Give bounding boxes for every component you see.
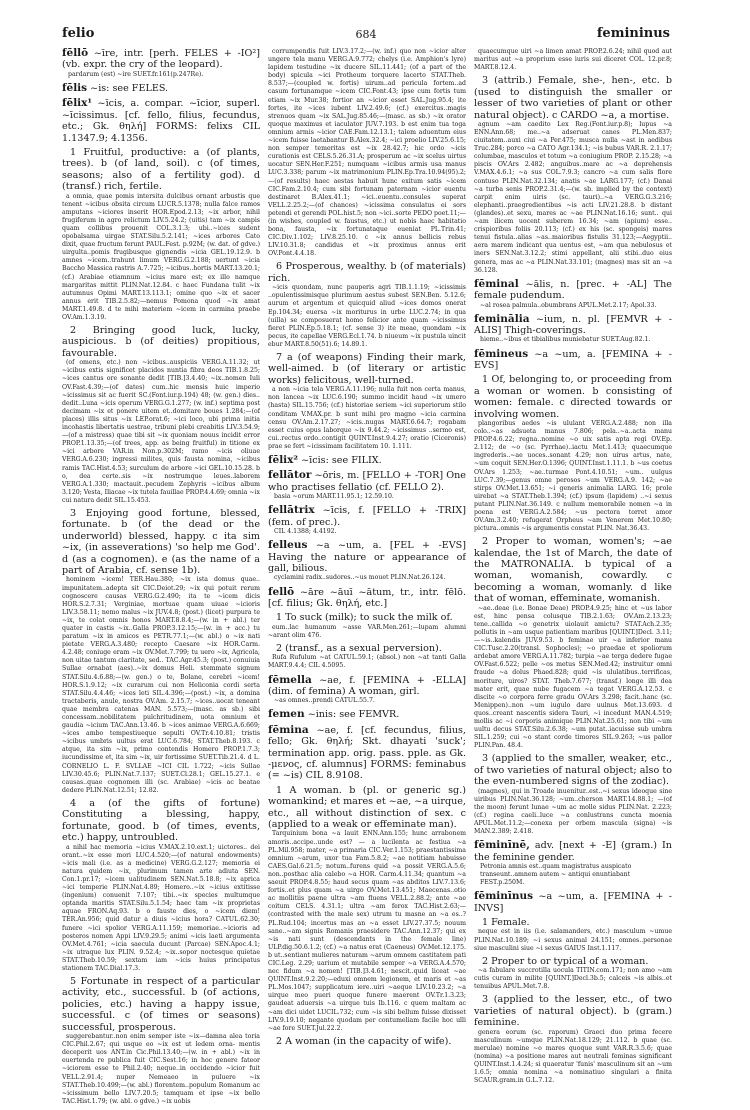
headword: fēmineus [474, 347, 529, 360]
citation-continuation: corrumpendis fuit LIV.3.17.2;—(w. inf.) quo non ~icior alter ungere tela manu VERG.A.9.772; chelys (i.e. Amphion's lyre) lapidem testudine ~ix ducere SIL.11.441; (of a part of the body) spicula ~ici Protheum torquere lacerto STAT.Theb. 8.537;—(coupled w. fortis) uirum..ad pericula fortem..ad casum fortunamque ~icem CIC.Font.43; ipse cum fortis tum etiam ~ix Mur.38; fortior an ~icior esset SAL.Jug.95.4; ite fortes, ite ~ices iubent LIV.2.49.6; (cf.) exercitus..magis strenuos quam ~ix SAL.Jug.85.46;—(masc. as sb.) ~ix orator quoque maximus et iaculator JUV.7.193. b est enim tua toga omnium armis ~icior CAE.Fam.12.13.1; talem aduentum eius ~icem fuisse laetabantur B.Alex.32.4; ~ici proelio LIV.25.6.15; non semper temeritas est ~ix 28.42.7; hic ordo ~icis curationis est CELS.5.26.31.A; prosperum ac ~ix scelus uirtus uocatur SEN.Her.F.251; numquam ~icibus armis usa manus LUC.3.338; parum ~ix matrimonium PLIN.Ep.Tra.10.94(95).2;—(of results) haec aestas habuit hunc exitum satis ~icem CIC.Fam.2.10.4; cum sibi fortunam paternam ~icior euentu destinaret B.Alex.41.1; ~ici..euentu..consules superat VELL.2.25.2;—(of chances) ~icissima consulatus ei sors petendi et gerendi POL.hist.5; non ~ici..sorte PEDO poet.11;—(in wishes, coupled w. faustus, etc.) ut nobis haec habitatio bona, fausta, ~ix fortunataque eueniat PL.Trin.41; CIC.Div.1.102; LIV.8.25.10. c ~ix annus bellicis rebus LIV.10.31.8; candidus et ~ix proximus annus erit OV.Pont.4.4.18. [268, 48, 466, 258]
sense-citations: (of omens, etc.) non ~icibus..auspiciis VERG.A.11.32; ut ~icibus extis significet placidos nuntia fibra deos TIB.1.8.25; ~ices cantus ore sonante dedit [TIB.]3.4.40; ~ix..nomen Iuli OV.Fast.4.39;—(of dates) cum..hic mensis huic imperio ~icissimus sit ac fuerit SC.(Font.iur.p.194) 48; (w. gen.) dies.. dedit..Luna ~icis operum VERG.G.1.277; (w. inf.) septima post decimam ~ix et ponere uitem et..domitare boues 1.284;—(of places) illis situs ~ix LEP.orat.6; ~ici loco, ubi prima initia incohastis libertatis uestrae, tribuni plebi creabitis LIV.3.54.9;—(of a mistress) quae tibi sit ~ix quoniam nouus incidit error PROP.1.13.35;—(of trees, app. as being fruitful) in titione ex ~ici arbore VAR.in Non.p.302M; ramo ~icis oliuae VERG.A.6.230; ingressi milites, quis fausta nomina, ~icibus ramis TAC.Hist.4.53; surculum de arbore ~ici GEL.10.15.28. b o, dea certe..sis ~ix nostrumque leues..laborem VERG.A.1.330; mactauit..pecudem Zephyris ~icibus album 3.120; Vesta, Iliacae ~ix tutela fauillae PROP.4.4.69; omnia ~ix cui natura dedit SIL.15.453. [62, 359, 260, 504]
dictionary-entry [268, 540, 466, 582]
dictionary-entry [268, 587, 466, 671]
entry-head [268, 709, 466, 720]
dictionary-entry [62, 48, 260, 79]
citation: pardarum (est) ~ire SUET.fr.161(p.247Re). [68, 70, 204, 78]
headword: fēmina [268, 723, 309, 736]
citation: CIL 4.1388; 4.4192. [274, 528, 337, 536]
sense-citations: (magnes), qui in Troade inuenitur..est..~i sexus ideoque sine uiribus PLIN.Nat.36.128; ~um..cherson MART.14.88.1; —(of the moon) ferunt lunae ~um ac molle sidus PLIN.Nat. 2.223; (cf.) regina caeli..luce ~a conlustrans cuncta moenia APUL.Met.11.2;—conexa per orbem mascula (signa) ~is MAN.2.389; 2.418. [474, 787, 672, 836]
headword: fellātrix [268, 504, 315, 517]
sense-definition: 3 (applied to the smaller, weaker, etc., of two varieties of natural object; also to the even-numbered signs of the zodiac). [474, 753, 672, 788]
sense-definition: 1 Of, belonging to, or proceeding from a woman or women. b consisting of women: female. c directed towards or involving women. [474, 374, 672, 420]
dictionary-entry [268, 48, 466, 451]
sense-citations: ~a fabulare succrotilla uocula TITIN.com.171; non amo ~am cutis curam in milite [QUINT.]Decl.3b.5; calceis ~is albis..et tenuibus APUL.Met.7.8. [474, 967, 672, 991]
dictionary-entry [268, 455, 466, 466]
entry-head [62, 83, 260, 94]
citation: hieme..~ibus et tibialibus muniebatur SUET.Aug.82.1. [480, 336, 651, 344]
entry-head [62, 98, 260, 144]
dictionary-columns [62, 48, 672, 1110]
entry-head [268, 587, 466, 610]
sense-definition: 4 a (of the gifts of fortune) Constituting a blessing, happy, fortunate, good. b (of times, events, etc.) happy, untroubled. [62, 797, 260, 844]
entry-grammar: adv. [next + -E] (gram.) In the feminine gender. [474, 840, 672, 863]
entry-grammar: ~ālis, n. [prec. + -AL] The female pudendum. [474, 278, 672, 302]
entry-grammar: ~īcis, a. compar. ~īcior, superl. ~īcissimus. [cf. fello, filius, fecundus, etc.; Gk. θηλή] FORMS: felixs CIL 1.1347.9; 4.1356. [62, 98, 260, 144]
headword: feminālia [474, 312, 530, 325]
entry-grammar: ~īcis, f. [FELLO + -TRIX] (fem. of prec.). [268, 505, 466, 528]
sense-citations: suggerebantur..non enim semper iste ~ix—damna alea toria CIC.Phil.2.67; qui usque eo ~ix est ut ledem orna- mentis deceperit uos ANT.in Cic.Phil.13.40;—(w. in + abl.) ~ix in euertenda re publica fuit CIC.Sest.16; in hoc genere fateor ~iciorem esse te Phil.2.40; neque..in occidendo ~icior fuit VELL.2.91.4; nuper Nemeaeo in puluere ~ix STAT.Theb.10.499;—(w. abl.) florentem..populum Romanum ac ~icissimum bello LIV.7.20.5; tamquam et ipse ~ix bello TAC.Hist.1.79; (w. abl. o gdve.) ~ix uobis [62, 1033, 260, 1105]
headword: fēmella [268, 673, 312, 686]
dictionary-entry [474, 840, 672, 887]
dictionary-entry [268, 470, 466, 501]
sense-definition: 6 Prosperous, wealthy. b (of materials) rich. [268, 261, 466, 284]
entry-grammar: ~ae, f. [FEMINA + -ELLA] (dim. of femina) A woman, girl. [268, 674, 466, 697]
dictionary-entry [268, 505, 466, 536]
headword: fēlix² [268, 453, 299, 466]
dictionary-entry [474, 314, 672, 345]
column-right [474, 48, 672, 1110]
sense-definition: 3 Enjoying good fortune, blessed, fortunate. b (of the dead or the underworld) blessed, happy. c ita sim ~ix, (in asseverations) 'so help me God'. d (as a cognomen). e (as the name of a part of Arabia, cf. sense 1b). [62, 507, 260, 576]
entry-grammar: ~is: see FELES. [90, 82, 169, 94]
entry-head [268, 725, 466, 782]
entry-head [62, 48, 260, 71]
entry-grammar: ~a ~um, a. [FEMINA + -INVS] [474, 891, 672, 914]
entry-head [268, 455, 466, 466]
sense-definition: 3 (attrib.) Female, she-, hen-, etc. b (used to distinguish the smaller or lesser of two varieties of plant or other natural object). c CARDO ~a, a mortise. [474, 75, 672, 121]
sense-citations: ~icis quondam, nunc pauperis agri TIB.1.1.19; ~icissimis ..opulentissimisque plurimum aestus subest SEN.Ben. 5.12.6; aurum et argentum et quicquid aliud ~ices domos onerat Ep.104.34; euersa ~ix moriturus in urbe LUC.2.74; in qua (uilla) se composuerat homo felicior ante quam ~icissimus fieret PLIN.Ep.5.18.1; (cf. sense 3) ite meae, quondam ~ix pecus, ite capellae VERG.Ecl.1.74. b niueum ~ix pustula uincit ebur MART.8.50(51).6; 14.89.1. [268, 284, 466, 348]
sense-citations: a omnia, quae pomis intersita dulcibus ornant arbustis que tenent ~icibus obsita circum LUCR.5.1378; nulla falce ramos amputans ~iciores inserit HOR.Epod.2.13; ~ix arbor, nihil frugiferum in agro relictum LIV.5.24.2; (uitis) tam ~ix campis quam collibus prouenit COL.3.1.3; ubi..~ices sudent opobalsama uirgae STAT.Silu.5.2.141; ~ices arbores Cato dixit, quae fructum ferunt PAUL.Fest. p.92M; (w. dat. of gdve.) uirgulta..pomis frugibusque gignendis ~icia GEL.19.12.9. b amnes ~icem..trahunt limum VERG.G.2.188; uertunt ~icia Baccho Massica rastris A.7.725; ~icibus..hortis MART.13.20.1; (cf.) Arabiae etiamnum ~icius mare est; ex illo namque margaritas mittit PLIN.Nat.12.84. c haec Fundana tulit ~ix autumnus Opimi MART.13.113.1; omine quo ~ix et sacer annus erit TIB.2.5.82;—nemus Pomona quod ~ix amat MART.1.49.8. d te mihi materiem ~icem in carmina praebe OV.Am.1.3.19. [62, 192, 260, 321]
headword: fēlis [62, 81, 88, 94]
entry-grammar: ~īcis: see FILIX. [301, 454, 382, 466]
headword: fēminīnē, [474, 839, 530, 852]
column-middle [268, 48, 466, 1110]
sense-definition: 2 A woman (in the capacity of wife). [276, 1035, 452, 1047]
dictionary-entry [268, 725, 466, 1047]
headword: fellō [268, 585, 295, 598]
sense-definition: 2 Proper to woman, women's; ~ae kalendae, the 1st of March, the date of the MATRONALIA. b typical of a woman, womanish, cowardly. c becoming a woman, womanly. d like that of woman, effeminate, womanish. [474, 536, 672, 605]
headword: femen [268, 708, 305, 721]
sense-definition: 2 (transf., as a sexual perversion). [276, 642, 442, 654]
dictionary-entry [268, 709, 466, 720]
dictionary-entry [62, 83, 260, 94]
guide-word-left: felio [62, 26, 95, 41]
citation: ~as omnes..prendi CATUL.55.7. [274, 697, 375, 705]
entry-head [268, 470, 466, 493]
entry-grammar: ~ōris, m. [FELLO + -TOR] One who practises fellatio (cf. FELLO 2). [268, 470, 466, 493]
entry-grammar: ~a ~um, a. [FEMINA + -EVS] [474, 348, 672, 371]
dictionary-entry [474, 48, 672, 275]
sense-definition: 1 To suck (milk); to suck the milk of. [276, 612, 453, 624]
sense-citations: genera eorum (sc. raporum) Graeci duo prima fecere masculinum ~umque PLIN.Nat.18.129; 21.112. b quae (sc. merulae) nomine ~o mares quoque sunt VAR.R.3.5.6; quae (nomina) ~a positione mares aut neutrali feminas significant QUINT.Inst.1.4.24; si quaeratur 'funis' masculinum sit an ~um 1.6.5; omnia nomina ~a nominatiuo singulari a finita SCAUR.gram.in G.L.7.12. [474, 1028, 672, 1085]
headword: fēminīnus [474, 890, 534, 903]
sense-definition: 3 (applied to the lesser, etc., of two varieties of natural object). b (gram.) feminine. [474, 994, 672, 1029]
headword: fēllō [62, 48, 89, 59]
entry-head [268, 675, 466, 698]
entry-grammar: ~inis: see FEMVR. [307, 709, 400, 721]
sense-citations: eum..lac humanum ~asse VAR.Men.261;—lupam alumni ~arant olim 476. [268, 623, 466, 639]
dictionary-entry [474, 349, 672, 837]
entry-head [474, 314, 672, 337]
sense-definition: 1 Fruitful, productive: a (of plants, trees). b (of land, soil). c (of times, seasons; also of a fertility god). d (transf.) rich, fertile. [62, 146, 260, 193]
sense-definition: 2 Proper to or typical of a woman. [482, 955, 649, 967]
page-number: 684 [355, 28, 377, 41]
dictionary-entry [268, 675, 466, 706]
sense-citations: neque est in iis (i.e. salamanders, etc.) masculum ~umue PLIN.Nat.10.189; ~i sexus animal 24.151; omnes..personae siue masculini siue ~i sexus GAIUS Inst.1.117. [474, 928, 672, 952]
headword: felleus [268, 539, 308, 552]
sense-definition: 7 a (of weapons) Finding their mark, well-aimed. b (of literary or artistic works) felicitous, well-turned. [268, 352, 466, 386]
citation: Petronia amnis est..quam magistratus auspicato transeunt..amnem autem ~ antiqui enuntiabant FEST.p.250M. [480, 862, 632, 887]
sense-definition: 5 Fortunate in respect of a particular activity, etc., successful. b (of actions, policies, etc.) having a happy issue, successful. c (of times or seasons) successful, prosperous. [62, 976, 260, 1033]
entry-head [474, 279, 672, 302]
citation: basia ~orum MART.11.95.1; 12.59.10. [274, 493, 394, 501]
headword: fēlix¹ [62, 97, 93, 110]
dictionary-entry [62, 98, 260, 1106]
entry-head [268, 505, 466, 528]
entry-grammar: ~a ~um, a. [FEL + -EVS] Having the nature or appearance of gall, bilious. [268, 540, 466, 574]
column-left [62, 48, 260, 1110]
entry-head [474, 349, 672, 372]
entry-grammar: ~ae, f. [cf. fecundus, filius, fello; Gk. θηλή; Skt. dhayati 'suck'; termination app. orig. pass. pple. as Gk. -μενος, cf. alumnus] FORMS: feminabus (= ~is) CIL 8.9108. [268, 724, 466, 782]
citation-continuation: quaecumque uiri ~a limen amat PROP.2.6.24; nihil quod aut maritus aut ~a proprium esse iuris sui diceret COL. 12.pr.8; MART.8.12.4. [474, 48, 672, 72]
dictionary-entry [474, 891, 672, 1085]
sense-definition: 1 Female. [482, 917, 530, 929]
headword: fellātor [268, 469, 312, 482]
sense-citations: ~ae..deae (i.e. Bonae Deae) PROP.4.9.25; hinc et ~us labor est, hinc pensa colusque TIB.2.1.63; OV.Am.2.13.23; tene..callida ~o genetrix uiolauit amictu? STAT.Ach.2.35; pollutis in ~am usque patientiam maribus [QUINT.]Decl. 3.11;—~is..kalendis JUV.9.53. b feminae uir ~a inferior manu CIC.Tusc.2.20(transl. Sophocles); ~o praedae et spoliorum ardebat amore VERG.A.11.782; turpia ~ae terga dedere fugae OV.Fast.6.522; pelle ~os metus SEN.Med.42; instruitur omni fraude ~a dolus Phaed.828; quid ~is ululatibus..terrificas, moriture, uiros? STAT. Theb.7.677; (transf.) longe illi dea mater erit, quae nube fugacem ~a tegat VERG.A.12.53. c discite ~o corpora ferre gradu OV.Ars 3.298; facit..hanc (sc. Menippen)..non ~um iugulo dare uulnus Met.13.693. d quos..creant nascentis sidera Tauri, ~i incedunt MAN.4.519; mollis ac ~i corporis animique PLIN.Nat.25.61; non tibi ~um uultu decus STAT.Silu.2.6.38; ~um putat..iacuisse sub umbra SIL.1.259; cui ~o stant corde timores SIL.9.263; ~us pallor PLIN.Pan. 48.4. [474, 604, 672, 750]
sense-citations: agnum ~am caedito Lex Reg.(Font.iur.p.8); lupus ~a ENN.Ann.68; me..~a adseruat canes PL.Men.837; ciuitatem..auxi ciui ~a Per.475; musca nulla ~ast in aedibus Truc.284; porco ~a CATO Agr.134.1; ~is bubus VAR.R. 2.1.17; columbae, masculos et totum ~a coniugium PROP. 2.15.28; ~a piscis OV.Ars 2.482; anguibus..mare ac ~a deprehensis V.MAX.4.6.1; ~a sus COL.7.9.3; cancro ~a cum salis flore contuso PLIN.Nat.32.134; anatis ~ae LARG.177; (cf.) Danai ~a turba senis PROP.2.31.4;—(w. sb. implied by the context) carpit enim uiris (sc. tauri)..~a VERG.G.3.216; elephanti..praegredientibus ~is acti LIV.21.28.8. b distant (glandes)..et sexu, mares ac ~ae PLIN.Nat.16.16; sunt.. qui ~am ilicem uocent suberem 16.34; ~am (apium) esse.. crispioribus foliis 20.113; (cf.) ex his (sc. spongeis) mares tenui fistula..alias ~as..maioribus fistulis 31.123;—Aegyptii.. aera marem indicant qua uentus est, ~am qua nebulosus et iners SEN.Nat.3.12.2; stimi appellant, alii stibi..duo eius genera, mas ac ~a PLIN.Nat.33.101; (magnes) mas sit an ~a 36.128. [474, 120, 672, 274]
sense-citations: plangoribus aedes ~is ululant VERG.A.2.488; non illa colo..~as adsueta manus 7.806; pela..~a..acta manu PROP.4.6.22; regna..nomine ~o uix satis apta regi OV.Ep. 2.112; de ~o (sc. Pyrrhae)..iactu Met.1.413; quaecumque ingrederis..~ae uoces..sonant 4.29; non uirus artus, nate, ~um coquit SEN.Her.O.1396; QUINT.Inst.1.11.1. b ~us coetus OV.Ars 1.253; ~ae..turmae Pont.4.10.51; ~um.. uulgus LUC.7.39;—genus omne perosos ~um VERG.A.9. 142; ~ae stirps OV.Met.13.651; ~i generis animalia LARG. 16; prole uirebat ~a STAT.Theb.1.394; (cf.) ipsum (lapidem) ..~i sexus putant PLIN.Nat.36.149. c nullum memorabile nomen ~a in poena est VERG.A.2.584; ~us pectora torret amor OV.Am.3.2.40; refugerat Orpheus ~am Venerem Met.10.80; pictura..omnis ~is argumentis constat PLIN. Nat.36.43. [474, 419, 672, 533]
citation: cyclamini radix..sudores..~us mouet PLIN.Nat.26.124. [274, 574, 446, 582]
guide-word-right: femininus [596, 26, 670, 41]
citation: ~al rosea palmula..obumbrans APUL.Met.2.17; Apol.33. [480, 301, 657, 309]
sense-citations: Tarquinium bona ~a lauit ENN.Ann.155; hunc arrabonem amoris..accipe..unde est? — a lucilenta ac festiua ~a PL.Mil.958; mater, ~a primaria CIC.Ver.1.153; praestantissima omnium ~arum, uxor tua Fam.5.8.2; ~ae notitiam habuisse CAES.Gal.6.21.5; notum..furens quid ~a possit VERG.A.5.6; non..posthac alia calebo ~a HOR. Carm.4.11.34; quantum ~a saeuit PROP.4.8.55; haud secus quam ~as abditos LIV.7.13.6; fortis..et plus quam ~a uirgo OV.Met.13.451; Maecenas..otio ac mollitiis paene ultra ~am fluens VELL.2.88.2; ante ~ae coitum CELS. 4.31.1; ultra ~am ferox TAC.Hist.2.63;—(contrasted with the male sex) utrum tu masne an ~a es..? PL.Rud.104; incertus mas an ~a esset LIV.27.37.5; nouum sane..~am signis Romanis praesidere TAC.Ann.12.37; qui ex ~is nati sunt (descendants in the female line) ULP.dig.50.6.1.2; (cf.) ~a natus erat (Caeneus) OV.Met.12.175. b ut..sentiant mulieres naturam ~arum omnem castitatem pati CIC.Leg. 2.29; uarium et mutabile semper ~a VERG.A.4.570; nec fidum ~a nomen! [TIB.]3.4.61; nescit..quid liceat ~ae QUINT.Inst.9.2.20;—eduxi omnem legionem, et maris et ~as PL.Mos.1047; supplicatum iere..uiri ~aeque LIV.10.23.2; ~a uirque meo pueri quoque funere maerent OV.Tr.1.3.23; gaudeat aduersis ~a uirque tuis Ib.116. c quem maltam ac ~am dici uidet LUCIL.732; cum ~is sibi bellum fuisse dixisset LIV.9.19.10; negante quodam per contumeliam facile hoc ulli ~ae fore SUET.Jul.22.2. [268, 830, 466, 1032]
sense-citations: hominem ~icem! TER.Hau.380; ~ix ista domus quae.. impunitatem..adepta sit CIC.Deiot.29; ~ix qui potuit rerum cognoscere causas VERG.G.2.490; ita te ~icem dicis HOR.S.2.7.31; Verginiae, mortuae quam uiuae ~icioris LIV.3.58.11; nemo malus ~ix JUV.4.8; (post.) (licet) purpura te ~ix, te colat omnis honos MART.8.8.4;—(w. in + abl.) ter quater in castis ~ix..Galla PROP.3.12.15;—(w. in + acc.) tu paratum ~ix in amicos es PETR.77.1;—(w. abl.) o ~ix nati pietate VERG.A.3.480; recepto Caesare ~ix HOR.Carm. 4.2.48; coniuge eram ~ix OV.Met.7.799; tu uero ~ix, Agricola, non uitae tantum claritate, sed.. TAC.Agr.45.3; (post.) conuiuia Sullae ornabat (aes)..~ix domus Heli. stemmate signum STAT.Silu.4.6.88;—(w. gen.) o te, Bolane, cerebri ~icem! HOR.S.1.9.12; ~ix curarum cui non Heliconia cordi serta STAT.Silu.4.4.46; ~ices leti SIL.4.396;—(post.) ~ix, a domina tractaberis, anule, nostra OV.Am. 2.15.7; ~ices..uocat teneant quae membra catenas MAN. 5.573;—(masc. as sb.) sibi concessam..nobilitatem pulchritudinem, uota omnium et gaudia ~icium TAC.Ann.13.46. b ~ices animae VERG.A.6.669; ~ices ambo tempestiueque sepulti OV.Tr.4.10.81; tristis ~icibus umbris uultus erat LUC.6.784; STAT.Theb.8.193. c atque, ita sim ~ix, primo contendis Homero PROP.1.7.3; iucundissime et, ita sim ~ix, uir fortissime SUET.Tib.21.4. d L. CORNELIO L. F. SVLLAE ~ICI CIL 1.722; ~icis Sullae LIV.30.45.6; PLIN.Nat.7.137; SUET.Cl.28.1; GEL.15.27.1. e causas..quae cognomen illi (sc. Arabiae) ~icis ac beatae dedere PLIN.Nat.12.51; 12.82. [62, 576, 260, 794]
sense-citations: a non ~icia tela VERG.A.11.196; nulla fuit non certa manus, non lancea ~ix LUC.6.190; summo incidit haud ~ix umero (hasta) SIL.15.756; (cf.) historiae seriem ~ici superiorum stilo conditam V.MAX.pr. b sunt mihi pro magno ~icia carmina censu OV.Am.2.17.27; ~icis..nugas MART.6.64.7; rogabam esset cuius opus laborque ~ix 9.44.2; ~icissimus ..sermo est, cui..rectus ordo..contigit QUINT.Inst.9.4.27; oratio (Ciceronis) prae se fert ~icissimam facilitatem 10. 1.111. [268, 386, 466, 450]
dictionary-entry [474, 279, 672, 310]
sense-citations: Rufa Rufulum ~at CATUL.59.1; (absol.) non ~at tanti Galla MART.9.4.4; CIL 4.5095. [268, 654, 466, 670]
entry-head [474, 840, 672, 863]
entry-grammar: ~īre, intr. [perh. FELES + -IO²] (vb. expr. the cry of the leopard). [62, 48, 260, 71]
page-header [62, 26, 670, 46]
entry-head [474, 891, 672, 914]
sense-citations: a nihil hac memoria ~icius V.MAX.2.10.ext.1; uictores.. dei orant..~ix esse mori LUC.4.520;—(of natural endowments) ~icis mali (i.e. as a medicine) VERG.G.2.127; memoria ei natura quidem ~ix, plurimum tamen arte adiuta SEN. Con.1.pr.17; ~icem ualitudinem SEN.Nat.5.18.8; ~ix aprica ~ici temperie PLIN.Nat.4.89; Homero..~ix ~icius extitisse (ingenium) conuenit 7.107; tibi..~ix species multumque optanda maritis STAT.Silu.5.1.54; haec tam ~ix proprietas aquae FRON.Aq.93. b o fauste dies, o ~icem diem! TER.An.956; quid datur a diuis ~icius hora? CATUL.62.30; funere ~ici spolior VERG.A.11.159; memoriae..~icioris ad posteros nomen Appi LIV.9.29.5; animi ~icis laeti argumenta OV.Met.4.761; ~icia saecula ducunt (Parcae) SEN.Apoc.4.1; ~ix utraque lux PLIN. 9.52.4; ~ix..sopor noctesque quietae STAT.Theb.10.59; sextam iam ~icis huius principatus stationem TAC.Dial.17.3. [62, 843, 260, 972]
entry-grammar: ~āre ~āuī ~ātum, tr., intr. fēlō. [cf. filius; Gk. θηλή, etc.] [268, 586, 466, 609]
sense-definition: 2 Bringing good luck, lucky, auspicious. b (of deities) propitious, favourable. [62, 325, 260, 359]
sense-definition: 1 A woman. b (pl. or generic sg.) womankind; et mares et ~ae, ~a uirque, etc., all without distinction of sex. c (applied to a weak or effeminate man). [268, 784, 466, 831]
entry-head [268, 540, 466, 574]
entry-grammar: ~ium, n. pl. [FEMVR + -ALIS] Thigh-coverings. [474, 313, 672, 336]
headword: fēminal [474, 277, 519, 290]
